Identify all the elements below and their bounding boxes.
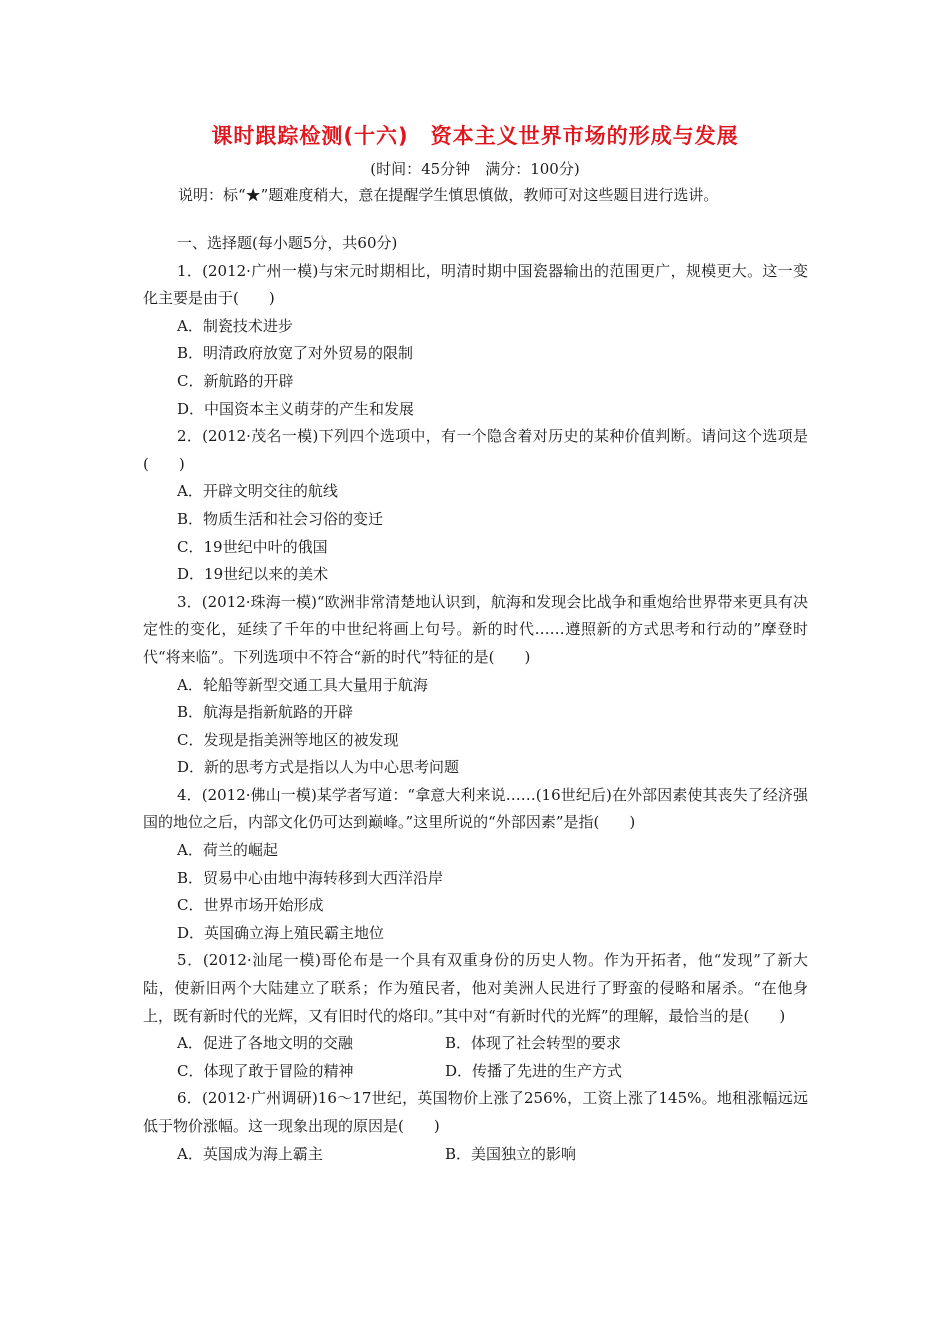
option-row [143, 1058, 808, 1086]
option-c: C．体现了敢于冒险的精神 [177, 1061, 354, 1080]
option-row [143, 1030, 808, 1058]
option-b: B．明清政府放宽了对外贸易的限制 [177, 344, 414, 363]
question-2 [143, 423, 808, 589]
question-1 [143, 258, 808, 424]
question-stem: 4．(2012·佛山一模)某学者写道：“拿意大利来说……(16世纪后)在外部因素使其丧失了经济强国的地位之后，内部文化仍可达到巅峰。”这里所说的“外部因素”是指( ) [143, 785, 808, 832]
option-b: B．美国独立的影响 [445, 1144, 577, 1163]
question-stem: 6．(2012·广州调研)16～17世纪，英国物价上涨了256%，工资上涨了145%。地租涨幅远远低于物价涨幅。这一现象出现的原因是( ) [143, 1089, 808, 1135]
question-stem: 1．(2012·广州一模)与宋元时期相比，明清时期中国瓷器输出的范围更广，规模更大。这一变化主要是由于( ) [143, 261, 808, 308]
question-5 [143, 947, 808, 1085]
option-a: A．促进了各地文明的交融 [177, 1034, 353, 1053]
option-a: A．制瓷技术进步 [177, 316, 293, 335]
option-a: A．开辟文明交往的航线 [177, 482, 338, 501]
page-title: 课时跟踪检测(十六) 资本主义世界市场的形成与发展 [211, 124, 739, 148]
option-c: C．19世纪中叶的俄国 [177, 537, 328, 556]
question-stem: 5．(2012·汕尾一模)哥伦布是一个具有双重身份的历史人物。作为开拓者，他“发现”了新大陆，使新旧两个大陆建立了联系；作为殖民者，他对美洲人民进行了野蛮的侵略和屠杀。“在他身上，既有新时代的光辉，又有旧时代的烙印。”其中对“有新时代的光辉”的理解，最恰当的是( ) [143, 951, 808, 1025]
option-d: D．传播了先进的生产方式 [445, 1061, 623, 1080]
question-list [143, 230, 808, 1168]
question-4 [143, 782, 808, 948]
option-c: C．发现是指美洲等地区的被发现 [177, 730, 399, 749]
option-b: B．航海是指新航路的开辟 [177, 703, 354, 722]
option-c: C．新航路的开辟 [177, 371, 294, 390]
option-row [143, 1141, 808, 1169]
option-d: D．19世纪以来的美术 [177, 565, 329, 584]
section-heading: 一、选择题(每小题5分，共60分) [177, 234, 398, 252]
question-stem: 3．(2012·珠海一模)“欧洲非常清楚地认识到，航海和发现会比战争和重炮给世界带来更具有决定性的变化，延续了千年的中世纪将画上句号。新的时代……遵照新的方式思考和行动的”摩登时代“将来临”。下列选项中不符合“新的时代”特征的是( ) [143, 592, 808, 666]
question-3 [143, 589, 808, 782]
option-d: D．中国资本主义萌芽的产生和发展 [177, 399, 415, 418]
exam-meta: (时间：45分钟 满分：100分) [370, 160, 580, 178]
option-d: D．新的思考方式是指以人为中心思考问题 [177, 758, 460, 777]
question-6 [143, 1085, 808, 1168]
option-b: B．贸易中心由地中海转移到大西洋沿岸 [177, 868, 444, 887]
option-a: A．荷兰的崛起 [177, 841, 278, 860]
option-a: A．轮船等新型交通工具大量用于航海 [177, 675, 428, 694]
option-c: C．世界市场开始形成 [177, 896, 324, 915]
option-b: B．物质生活和社会习俗的变迁 [177, 509, 384, 528]
exam-note: 说明：标“★”题难度稍大，意在提醒学生慎思慎做，教师可对这些题目进行选讲。 [178, 186, 719, 204]
question-stem: 2．(2012·茂名一模)下列四个选项中，有一个隐含着对历史的某种价值判断。请问这个选项是( ) [143, 427, 808, 473]
option-a: A．英国成为海上霸主 [177, 1144, 323, 1163]
option-d: D．英国确立海上殖民霸主地位 [177, 923, 385, 942]
option-b: B．体现了社会转型的要求 [445, 1034, 622, 1053]
